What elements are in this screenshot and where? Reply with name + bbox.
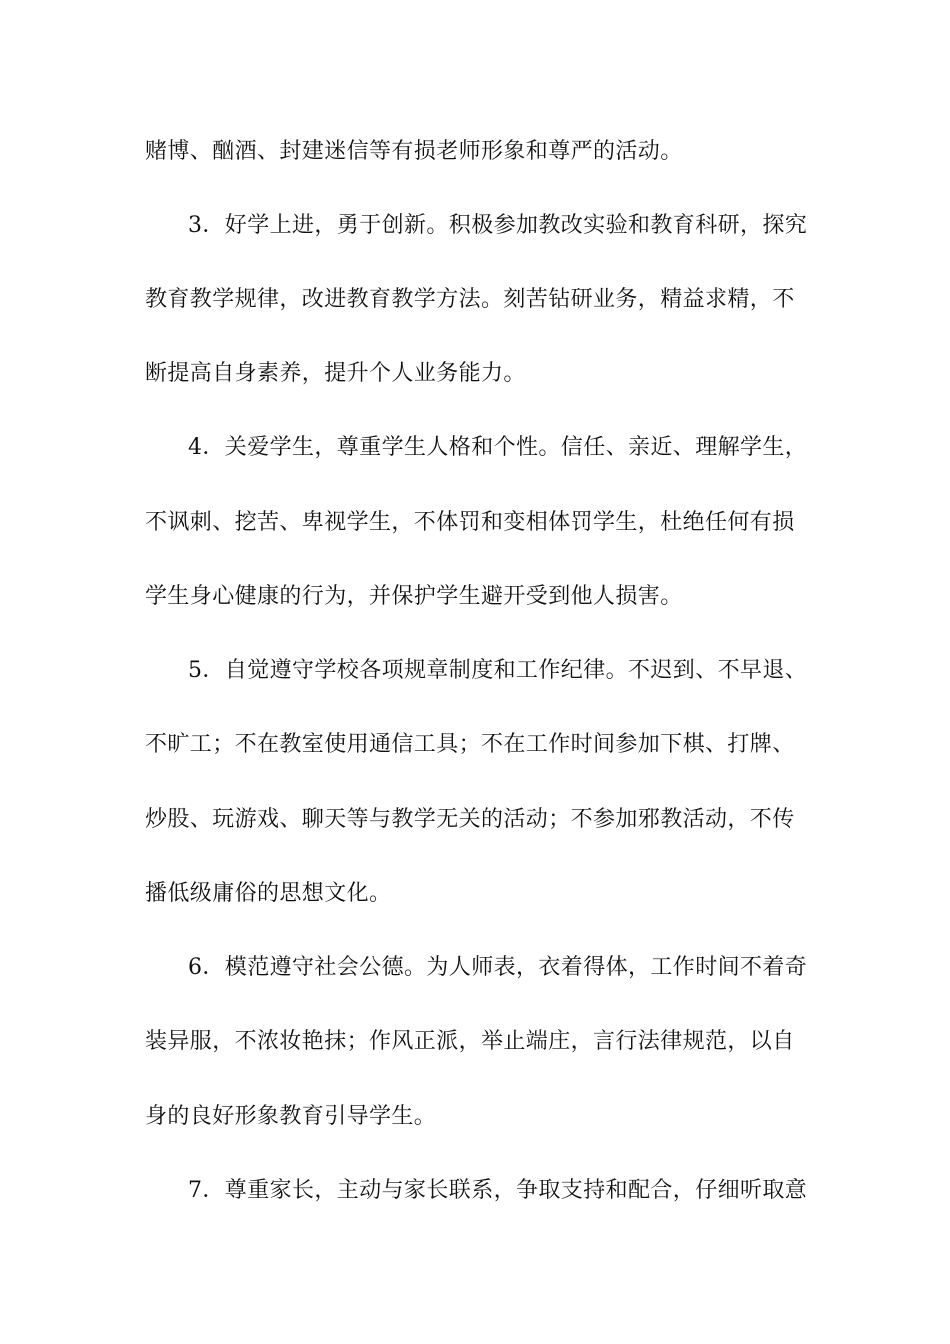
text-line: 5．自觉遵守学校各项规章制度和工作纪律。不迟到、不早退、 bbox=[188, 658, 808, 683]
text-line: 学生身心健康的行为，并保护学生避开受到他人损害。 bbox=[145, 584, 683, 609]
text-line: 不讽刺、挖苦、卑视学生，不体罚和变相体罚学生，杜绝任何有损 bbox=[145, 510, 795, 535]
text-line: 赌博、酗酒、封建迷信等有损老师形象和尊严的活动。 bbox=[145, 139, 683, 164]
text-line: 7．尊重家长，主动与家长联系，争取支持和配合，仔细听取意 bbox=[188, 1178, 808, 1203]
text-line: 播低级庸俗的思想文化。 bbox=[145, 881, 392, 906]
text-line: 炒股、玩游戏、聊天等与教学无关的活动；不参加邪教活动，不传 bbox=[145, 807, 795, 832]
text-line: 身的良好形象教育引导学生。 bbox=[145, 1104, 437, 1129]
text-line: 教育教学规律，改进教育教学方法。刻苦钻研业务，精益求精，不 bbox=[145, 287, 795, 312]
text-line: 3．好学上进，勇于创新。积极参加教改实验和教育科研，探究 bbox=[188, 213, 808, 238]
text-line: 6．模范遵守社会公德。为人师表，衣着得体，工作时间不着奇 bbox=[188, 955, 808, 980]
text-line: 4．关爱学生，尊重学生人格和个性。信任、亲近、理解学生， bbox=[188, 435, 808, 460]
text-line: 断提高自身素养，提升个人业务能力。 bbox=[145, 361, 526, 386]
text-line: 不旷工；不在教室使用通信工具；不在工作时间参加下棋、打牌、 bbox=[145, 732, 795, 757]
text-line: 装异服，不浓妆艳抹；作风正派，举止端庄，言行法律规范，以自 bbox=[145, 1029, 795, 1054]
